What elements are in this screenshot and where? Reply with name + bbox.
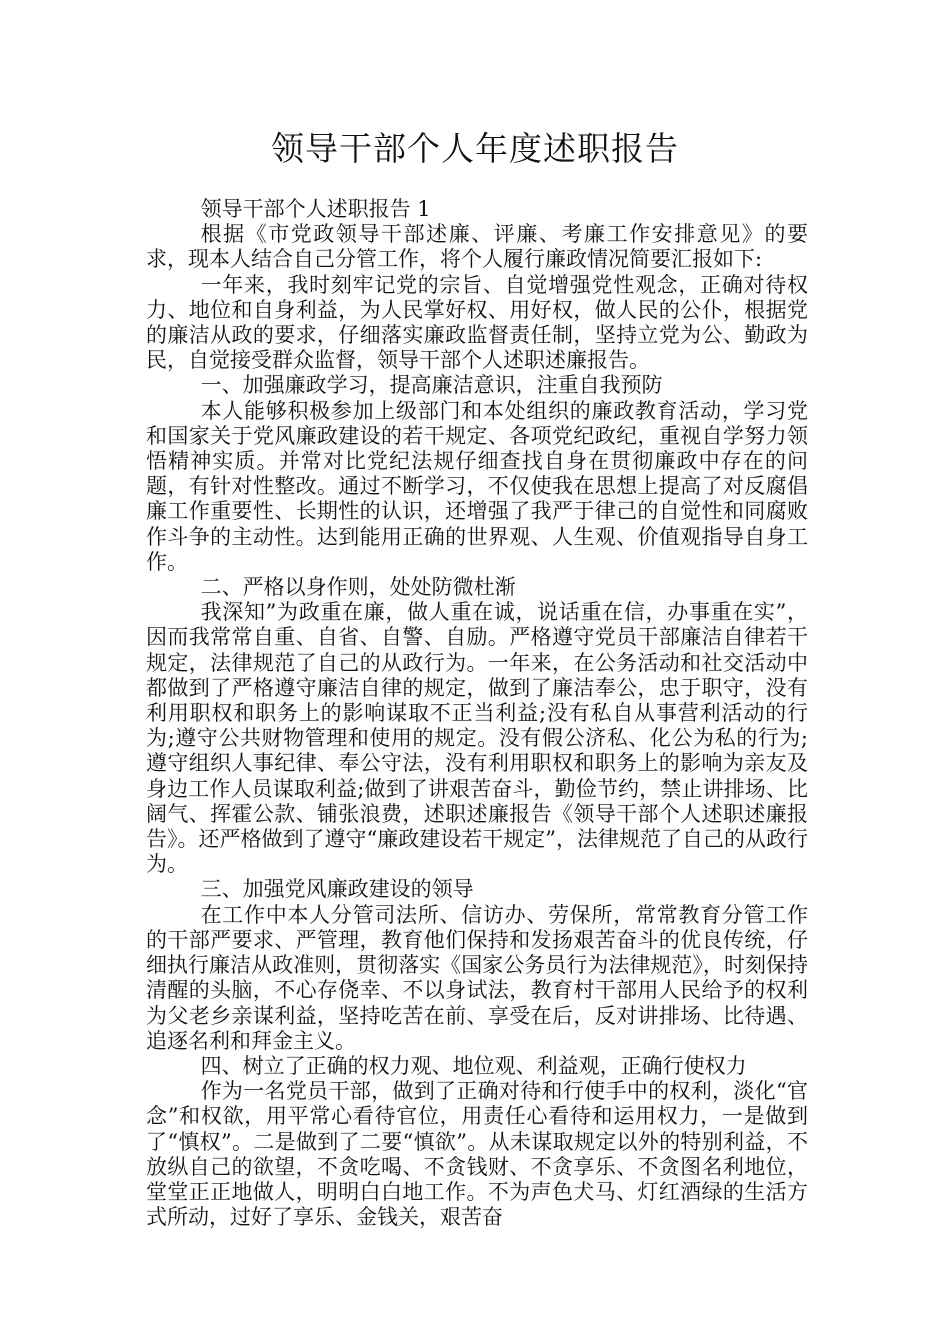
body-paragraph: 一年来，我时刻牢记党的宗旨、自觉增强党性观念，正确对待权力、地位和自身利益，为人民掌好权、用好权，做人民的公仆，根据党的廉洁从政的要求，仔细落实廉政监督责任制，坚持立党为公、勤政为民，自觉接受群众监督，领导干部个人述职述廉报告。 (146, 272, 808, 373)
body-paragraph: 在工作中本人分管司法所、信访办、劳保所，常常教育分管工作的干部严要求、严管理，教育他们保持和发扬艰苦奋斗的优良传统，仔细执行廉洁从政准则，贯彻落实《国家公务员行为法律规范》，时刻保持清醒的头脑，不心存侥幸、不以身试法，教育村干部用人民给予的权利为父老乡亲谋利益，坚持吃苦在前、享受在后，反对讲排场、比待遇、追逐名利和拜金主义。 (146, 902, 808, 1053)
document-title: 领导干部个人年度述职报告 (271, 129, 679, 168)
body-paragraph: 本人能够积极参加上级部门和本处组织的廉政教育活动，学习党和国家关于党风廉政建设的若干规定、各项党纪政纪，重视自学努力领悟精神实质。并常对比党纪法规仔细查找自身在贯彻廉政中存在的问题，有针对性整改。通过不断学习，不仅使我在思想上提高了对反腐倡廉工作重要性、长期性的认识，还增强了我严于律己的自觉性和同腐败作斗争的主动性。达到能用正确的世界观、人生观、价值观指导自身工作。 (146, 398, 808, 574)
section-heading: 三、加强党风廉政建设的领导 (200, 877, 474, 902)
section-heading: 一、加强廉政学习，提高廉洁意识，注重自我预防 (200, 373, 663, 398)
report-subtitle: 领导干部个人述职报告 1 (200, 197, 431, 221)
section-heading: 四、树立了正确的权力观、地位观、利益观，正确行使权力 (200, 1053, 747, 1078)
body-paragraph: 作为一名党员干部，做到了正确对待和行使手中的权利，淡化“官念”和权欲，用平常心看待官位，用责任心看待和运用权力，一是做到了“慎权”。二是做到了二要“慎欲”。从未谋取规定以外的特别利益，不放纵自己的欲望，不贪吃喝、不贪钱财、不贪享乐、不贪图名利地位，堂堂正正地做人，明明白白地工作。不为声色犬马、灯红酒绿的生活方式所动，过好了享乐、金钱关，艰苦奋 (146, 1079, 808, 1230)
section-heading: 二、严格以身作则，处处防微杜渐 (200, 575, 516, 600)
body-paragraph: 根据《市党政领导干部述廉、评廉、考廉工作安排意见》的要求，现本人结合自己分管工作，将个人履行廉政情况简要汇报如下: (146, 222, 808, 272)
body-paragraph: 我深知”为政重在廉，做人重在诚，说话重在信，办事重在实”，因而我常常自重、自省、自警、自励。严格遵守党员干部廉洁自律若干规定，法律规范了自己的从政行为。一年来，在公务活动和社交活动中都做到了严格遵守廉洁自律的规定，做到了廉洁奉公，忠于职守，没有利用职权和职务上的影响谋取不正当利益;没有私自从事营利活动的行为;遵守公共财物管理和使用的规定。没有假公济私、化公为私的行为;遵守组织人事纪律、奉公守法，没有利用职权和职务上的影响为亲友及身边工作人员谋取利益;做到了讲艰苦奋斗，勤俭节约，禁止讲排场、比阔气、挥霍公款、铺张浪费，述职述廉报告《领导干部个人述职述廉报告》。还严格做到了遵守“廉政建设若干规定”，法律规范了自己的从政行为。 (146, 600, 808, 877)
document-body (146, 197, 808, 1230)
